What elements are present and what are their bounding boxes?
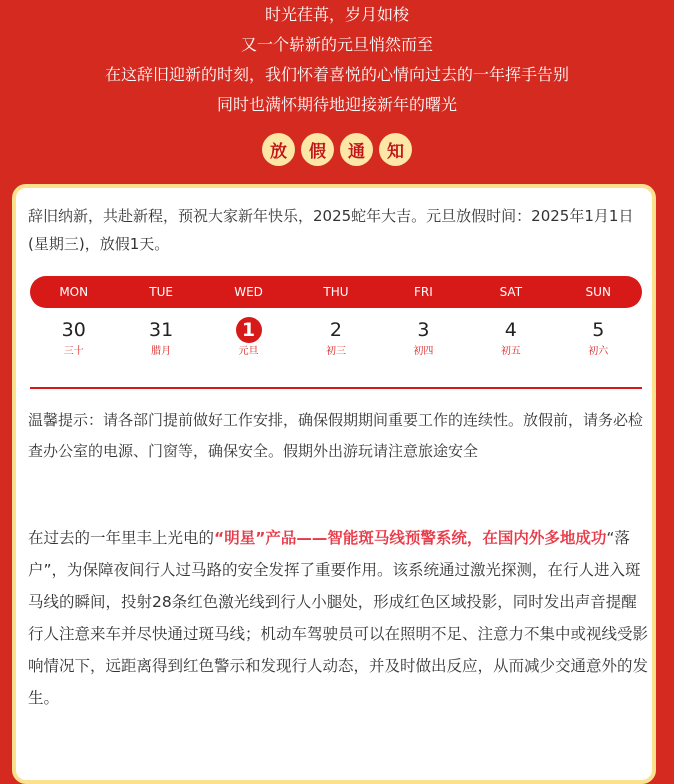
day-number: 3	[417, 319, 430, 341]
day-number-highlighted: 1	[236, 317, 262, 343]
greeting-line-3: 在这辞旧迎新的时刻，我们怀着喜悦的心情向过去的一年挥手告别	[104, 65, 569, 84]
calendar-day	[467, 316, 554, 360]
calendar-days-row	[30, 316, 642, 360]
notice-title-char: 假	[301, 133, 334, 166]
notice-title-char: 放	[262, 133, 295, 166]
lunar-date: 元旦	[238, 346, 259, 357]
greeting-line-1: 时光荏苒，岁月如梭	[264, 5, 409, 24]
weekday-label: FRI	[414, 285, 433, 299]
tips-paragraph: 温馨提示：请各部门提前做好工作安排，确保假期期间重要工作的连续性。放假前，请务必检查办公室的电源、门窗等，确保安全。假期外出游玩请注意旅途安全	[28, 411, 644, 460]
weekday-label: WED	[234, 285, 263, 299]
greeting-line-4: 同时也满怀期待地迎接新年的曙光	[216, 95, 457, 114]
notice-title-char: 知	[379, 133, 412, 166]
lunar-date: 初三	[325, 346, 346, 357]
lunar-date: 三十	[63, 346, 84, 357]
notice-title	[0, 133, 674, 166]
day-number: 5	[592, 319, 605, 341]
header-greeting	[0, 0, 674, 120]
notice-card	[12, 184, 656, 784]
calendar-day	[380, 316, 467, 360]
greeting-line-2: 又一个崭新的元旦悄然而至	[240, 35, 433, 54]
day-number: 2	[329, 319, 343, 341]
lunar-date: 腊月	[151, 346, 172, 357]
notice-title-char: 通	[340, 133, 373, 166]
calendar-day	[30, 316, 117, 360]
day-number: 4	[504, 319, 517, 341]
weekday-label: SAT	[499, 285, 523, 299]
weekday-label: TUE	[149, 285, 173, 299]
calendar-day	[117, 316, 204, 360]
weekday-label: MON	[59, 285, 89, 299]
calendar-weekday-bar	[30, 276, 642, 308]
story-text: “落户”，为保障夜间行人过马路的安全发挥了重要作用。该系统通过激光探测，在行人进入斑马线的瞬间，投射28条红色激光线到行人小腿处，形成红色区域投影，同时发出声音提醒行人注意来车并尽快通过斑马线；机动车驾驶员可以在照明不足、注意力不集中或视线受影响情况下，远距离得到红色警示和发现行人动态，并及时做出反应，从而减少交通意外的发生。	[28, 529, 649, 707]
calendar-day	[555, 316, 642, 360]
calendar-divider	[30, 387, 642, 389]
lunar-date: 初四	[413, 346, 434, 357]
calendar-day-holiday	[205, 316, 292, 360]
weekday-label: THU	[323, 285, 349, 299]
lunar-date: 初五	[500, 346, 521, 357]
day-number: 30	[61, 319, 86, 341]
calendar-day	[292, 316, 379, 360]
intro-paragraph: 辞旧纳新，共赴新程，预祝大家新年快乐，2025蛇年大吉。元旦放假时间：2025年1月1日(星期三)，放假1天。	[28, 207, 634, 253]
story-paragraph	[28, 522, 650, 714]
story-text: 在过去的一年里丰上光电的	[28, 529, 215, 547]
weekday-label: SUN	[585, 285, 611, 299]
lunar-date: 初六	[588, 346, 609, 357]
day-number: 31	[149, 319, 174, 341]
story-highlight: “明星”产品——智能斑马线预警系统，在国内外多地成功	[214, 529, 607, 547]
